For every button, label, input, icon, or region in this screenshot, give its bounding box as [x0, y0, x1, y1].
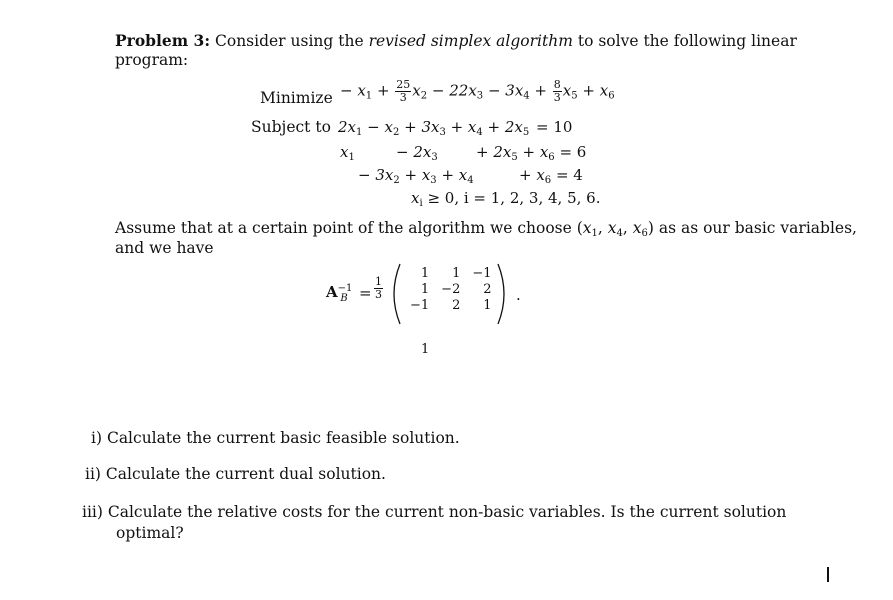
fraction-25-3: $\frac{25}{3}$ [396, 78, 411, 104]
matrix-row: −1 2 1 [410, 298, 492, 313]
nonnegativity: $x_i \ge 0$, i = 1, 2, 3, 4, 5, 6. [411, 189, 601, 209]
problem-intro-line1 [115, 31, 797, 50]
matrix-period: . [516, 286, 521, 304]
constraint-2-x1: $x_1$ [340, 143, 355, 163]
text-cursor [827, 567, 829, 582]
intro-text-a: Consider using the [215, 32, 364, 50]
constraint-1-rhs: = 10 [536, 118, 573, 136]
constraint-1: $2x_1 - x_2 + 3x_3 + x_4 + 2x_5$ [338, 118, 530, 138]
assume-line1: Assume that at a certain point of the algorithm we choose ($x_1$, $x_4$, $x_6$) as as our basic variables, [115, 219, 857, 239]
assume-line2: and we have [115, 239, 214, 257]
question-2: ii) Calculate the current dual solution. [85, 465, 386, 483]
problem-intro-line2: program: [115, 51, 189, 69]
question-1: i) Calculate the current basic feasible solution. [91, 429, 460, 447]
minimize-label: Minimize [260, 89, 333, 107]
constraint-3: − $3x_2 + x_3 + x_4$ [358, 166, 474, 186]
objective-function: − $x_1$ + $\frac{25}{3}$ $x_2 - 22x_3 - 3x_4$ + $\frac{8}{3}$ $x_5 + x_6$ [340, 78, 615, 104]
matrix-label: $A^{-1}_B$ [326, 283, 353, 304]
matrix-equals: = [359, 284, 372, 302]
intro-emphasis: revised simplex algorithm [368, 32, 573, 50]
matrix-row: 1 −2 2 [420, 282, 492, 297]
question-3: iii) Calculate the relative costs for the current non-basic variables. Is the current solution [82, 503, 787, 521]
constraint-2-rest: + $2x_5 + x_6 = 6$ [476, 143, 587, 163]
problem-label: Problem 3: [115, 31, 211, 50]
matrix-row: 1 1 −1 [420, 266, 492, 281]
question-3-cont: optimal? [116, 524, 184, 542]
intro-text-b: to solve the following linear [577, 32, 797, 50]
subject-to-label: Subject to [251, 118, 331, 136]
fraction-8-3: $\frac{8}{3}$ [553, 78, 561, 104]
page-number: 1 [421, 342, 430, 357]
inverse-basis-matrix [404, 266, 498, 314]
matrix-scalar: $\frac{1}{3}$ [375, 275, 382, 301]
constraint-3-rhs: + $x_6 = 4$ [519, 166, 583, 186]
constraint-2-x3: − $2x_3$ [396, 143, 438, 163]
